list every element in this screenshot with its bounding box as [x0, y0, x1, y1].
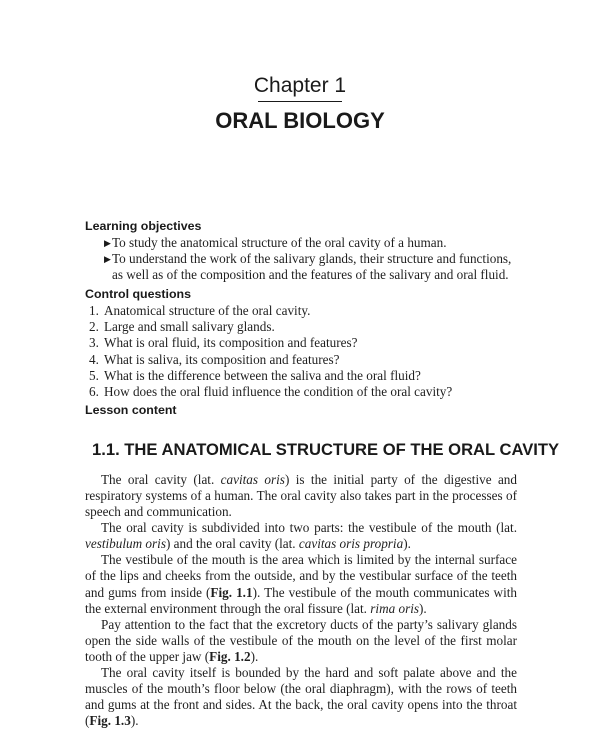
- question-number: 4.: [89, 351, 99, 367]
- chapter-underline: [258, 101, 342, 102]
- objective-text: To understand the work of the salivary glands, their structure and functions, as well as of the composition and the features of the salivary and oral fluid.: [112, 251, 512, 283]
- text-run: ).: [130, 713, 139, 729]
- latin-term: cavitas oris: [220, 471, 285, 487]
- paragraph: [85, 552, 517, 616]
- section-title: 1.1. THE ANATOMICAL STRUCTURE OF THE ORAL CAVITY: [92, 439, 560, 459]
- list-item: [85, 303, 517, 319]
- learning-objectives-heading: Learning objectives: [85, 219, 202, 233]
- question-number: 5.: [89, 367, 99, 383]
- control-questions-list: [85, 303, 517, 400]
- question-text: What is oral fluid, its composition and features?: [104, 335, 358, 351]
- triangle-bullet-icon: ▶: [104, 239, 111, 249]
- text-run: The oral cavity is subdivided into two parts: the vestibule of the mouth (lat.: [101, 520, 517, 536]
- text-run: ) and the oral cavity (lat.: [165, 536, 299, 552]
- latin-term: cavitas oris propria: [298, 536, 404, 552]
- text-run: The oral cavity (lat.: [101, 471, 221, 487]
- text-run: ).: [403, 536, 411, 552]
- text-run: The vestibule of the mouth is the area which is limited by the internal surface of the lips and cheeks from the outside, and by the vestibular surface of the teeth and gums from inside (: [85, 552, 517, 600]
- list-item: [85, 235, 517, 251]
- page-content: [85, 218, 560, 729]
- lesson-content-heading: Lesson content: [85, 402, 177, 417]
- latin-term: vestibulum oris: [85, 536, 166, 552]
- text-run: ). The vestibule of the mouth communicates with the external environment through the oral fissure (lat.: [85, 584, 517, 616]
- question-text: What is the difference between the saliva and the oral fluid?: [104, 367, 421, 383]
- chapter-label: Chapter 1: [253, 74, 347, 97]
- learning-objectives-list: [85, 235, 517, 283]
- question-text: How does the oral fluid influence the condition of the oral cavity?: [104, 383, 453, 399]
- list-item: [85, 368, 517, 384]
- chapter-title: ORAL BIOLOGY: [215, 108, 385, 133]
- list-item: [85, 352, 517, 368]
- question-text: What is saliva, its composition and features?: [104, 351, 340, 367]
- control-questions-heading: Control questions: [85, 287, 192, 302]
- figure-reference: Fig. 1.3: [89, 713, 131, 729]
- text-run: ) is the initial party of the digestive and respiratory systems of a human. The oral cavity also takes part in the processes of speech and communication.: [85, 471, 517, 520]
- figure-reference: Fig. 1.2: [209, 648, 251, 664]
- question-number: 2.: [89, 319, 99, 335]
- list-item: [85, 251, 517, 283]
- text-run: Pay attention to the fact that the excretory ducts of the party’s salivary glands open the side walls of the vestibule of the mouth on the level of the first molar tooth of the upper jaw (: [85, 616, 517, 664]
- question-number: 6.: [89, 383, 99, 399]
- list-item: [85, 319, 517, 335]
- question-text: Anatomical structure of the oral cavity.: [104, 303, 311, 319]
- paragraph: [85, 617, 517, 665]
- text-run: ).: [419, 600, 427, 616]
- latin-term: rima oris: [370, 600, 420, 616]
- list-item: [85, 384, 517, 400]
- figure-reference: Fig. 1.1: [210, 584, 253, 600]
- objective-text: To study the anatomical structure of the oral cavity of a human.: [112, 235, 447, 250]
- text-run: ).: [250, 648, 259, 664]
- question-text: Large and small salivary glands.: [104, 319, 275, 335]
- paragraph: [85, 472, 517, 520]
- question-number: 1.: [89, 303, 99, 319]
- triangle-bullet-icon: ▶: [104, 255, 111, 266]
- list-item: [85, 335, 517, 351]
- question-number: 3.: [89, 335, 99, 351]
- paragraph: [85, 520, 517, 552]
- paragraph: [85, 665, 517, 729]
- text-run: The oral cavity itself is bounded by the hard and soft palate above and the muscles of the mouth’s floor below (the oral diaphragm), with the rows of teeth and gums at the front and sides. At the back, the oral cavity opens into the throat (: [85, 664, 517, 729]
